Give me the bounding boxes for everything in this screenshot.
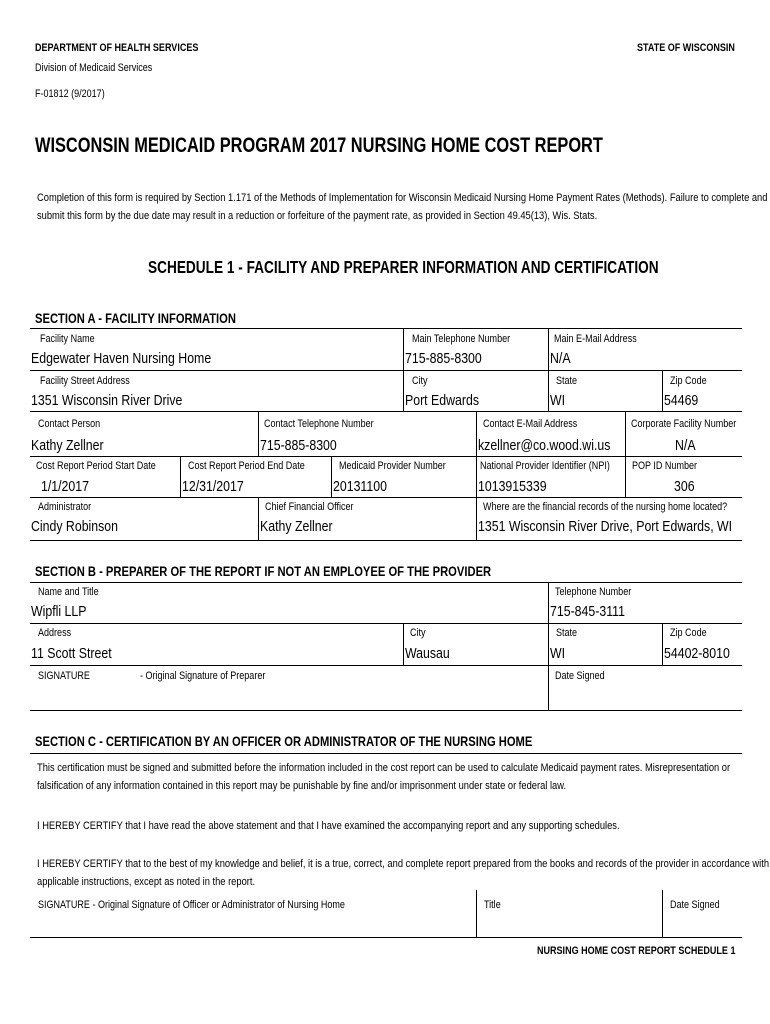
certification-para-1-line-2: falsification of any information contained in this report may be punishable by fine and/or imprisonment under state or federal law. (37, 780, 567, 792)
street-address-label: Facility Street Address (40, 375, 130, 387)
city-label: City (412, 375, 428, 387)
pop-id-field[interactable]: 306 (674, 479, 695, 495)
intro-line-2: submit this form by the due date may result in a reduction or forfeiture of the payment rate, as provided in Section 49.45(13), Wis. Stats. (37, 210, 598, 222)
officer-title-field[interactable] (480, 914, 658, 934)
section-b-heading: SECTION B - PREPARER OF THE REPORT IF NOT AN EMPLOYEE OF THE PROVIDER (35, 563, 492, 579)
preparer-state-field[interactable]: WI (550, 646, 566, 662)
section-c-heading: SECTION C - CERTIFICATION BY AN OFFICER OR ADMINISTRATOR OF THE NURSING HOME (35, 733, 533, 749)
npi-field[interactable]: 1013915339 (478, 479, 547, 495)
cfo-label: Chief Financial Officer (265, 501, 354, 513)
period-end-field[interactable]: 12/31/2017 (182, 479, 244, 495)
contact-phone-field[interactable]: 715-885-8300 (260, 438, 337, 454)
administrator-label: Administrator (38, 501, 92, 513)
section-a-heading: SECTION A - FACILITY INFORMATION (35, 310, 236, 326)
certification-para-3-line-1: I HEREBY CERTIFY that to the best of my knowledge and belief, it is a true, correct, and complete report prepared from the books and records of the provider in accordance with (37, 858, 770, 870)
main-email-label: Main E-Mail Address (554, 333, 637, 345)
period-start-label: Cost Report Period Start Date (36, 460, 156, 472)
street-address-field[interactable]: 1351 Wisconsin River Drive (31, 393, 183, 409)
certification-para-1-line-1: This certification must be signed and submitted before the information included in the cost report can be used to calculate Medicaid payment rates. Misrepresentation or (37, 762, 731, 774)
preparer-signature-field[interactable] (220, 682, 540, 706)
contact-email-label: Contact E-Mail Address (483, 418, 578, 430)
preparer-zip-label: Zip Code (670, 627, 707, 639)
certification-para-2: I HEREBY CERTIFY that I have read the above statement and that I have examined the accompanying report and any supporting schedules. (37, 820, 620, 832)
preparer-phone-label: Telephone Number (555, 586, 632, 598)
records-location-label: Where are the financial records of the nursing home located? (483, 501, 728, 513)
main-email-field[interactable]: N/A (550, 351, 571, 367)
preparer-phone-field[interactable]: 715-845-3111 (550, 604, 625, 620)
period-end-label: Cost Report Period End Date (188, 460, 305, 472)
state-label: State (556, 375, 578, 387)
administrator-field[interactable]: Cindy Robinson (31, 519, 119, 535)
preparer-state-label: State (556, 627, 578, 639)
preparer-name-label: Name and Title (38, 586, 99, 598)
certification-para-3-line-2: applicable instructions, except as noted in the report. (37, 876, 256, 888)
state-field[interactable]: WI (550, 393, 566, 409)
schedule-title: SCHEDULE 1 - FACILITY AND PREPARER INFORMATION AND CERTIFICATION (148, 257, 659, 277)
form-number: F-01812 (9/2017) (35, 88, 105, 100)
corp-facility-label: Corporate Facility Number (631, 418, 737, 430)
preparer-address-field[interactable]: 11 Scott Street (31, 646, 112, 662)
preparer-city-field[interactable]: Wausau (405, 646, 450, 662)
medicaid-provider-field[interactable]: 20131100 (333, 479, 387, 495)
facility-name-label: Facility Name (40, 333, 95, 345)
department-name: DEPARTMENT OF HEALTH SERVICES (35, 42, 199, 54)
corp-facility-field[interactable]: N/A (675, 438, 696, 454)
contact-email-field[interactable]: kzellner@co.wood.wi.us (478, 438, 611, 454)
period-start-field[interactable]: 1/1/2017 (41, 479, 89, 495)
preparer-date-signed-field[interactable] (552, 685, 738, 707)
contact-person-label: Contact Person (38, 418, 101, 430)
preparer-city-label: City (410, 627, 426, 639)
contact-phone-label: Contact Telephone Number (264, 418, 374, 430)
main-phone-label: Main Telephone Number (412, 333, 511, 345)
officer-title-label: Title (484, 899, 501, 911)
pop-id-label: POP ID Number (632, 460, 698, 472)
npi-label: National Provider Identifier (NPI) (480, 460, 610, 472)
officer-date-signed-field[interactable] (666, 914, 740, 934)
facility-name-field[interactable]: Edgewater Haven Nursing Home (31, 351, 212, 367)
main-phone-field[interactable]: 715-885-8300 (405, 351, 482, 367)
officer-date-signed-label: Date Signed (670, 899, 720, 911)
zip-label: Zip Code (670, 375, 707, 387)
preparer-name-field[interactable]: Wipfli LLP (31, 604, 87, 620)
cfo-field[interactable]: Kathy Zellner (260, 519, 333, 535)
city-field[interactable]: Port Edwards (405, 393, 479, 409)
preparer-date-signed-label: Date Signed (555, 670, 605, 682)
records-location-field[interactable]: 1351 Wisconsin River Drive, Port Edwards, WI (478, 519, 733, 535)
officer-signature-field[interactable] (36, 914, 472, 934)
state-name: STATE OF WISCONSIN (637, 42, 735, 54)
officer-signature-label: SIGNATURE - Original Signature of Officer or Administrator of Nursing Home (38, 899, 345, 911)
zip-field[interactable]: 54469 (664, 393, 699, 409)
footer-schedule-label: NURSING HOME COST REPORT SCHEDULE 1 (537, 945, 736, 957)
preparer-signature-note: - Original Signature of Preparer (140, 670, 266, 682)
medicaid-provider-label: Medicaid Provider Number (339, 460, 446, 472)
contact-person-field[interactable]: Kathy Zellner (31, 438, 104, 454)
division-name: Division of Medicaid Services (35, 62, 153, 74)
page-title: WISCONSIN MEDICAID PROGRAM 2017 NURSING HOME COST REPORT (35, 134, 603, 157)
intro-line-1: Completion of this form is required by Section 1.171 of the Methods of Implementation for Wisconsin Medicaid Nursing Home Payment Rates (Methods). Failure to complete and (37, 192, 768, 204)
preparer-signature-label: SIGNATURE (38, 670, 90, 682)
preparer-zip-field[interactable]: 54402-8010 (664, 646, 730, 662)
preparer-address-label: Address (38, 627, 72, 639)
